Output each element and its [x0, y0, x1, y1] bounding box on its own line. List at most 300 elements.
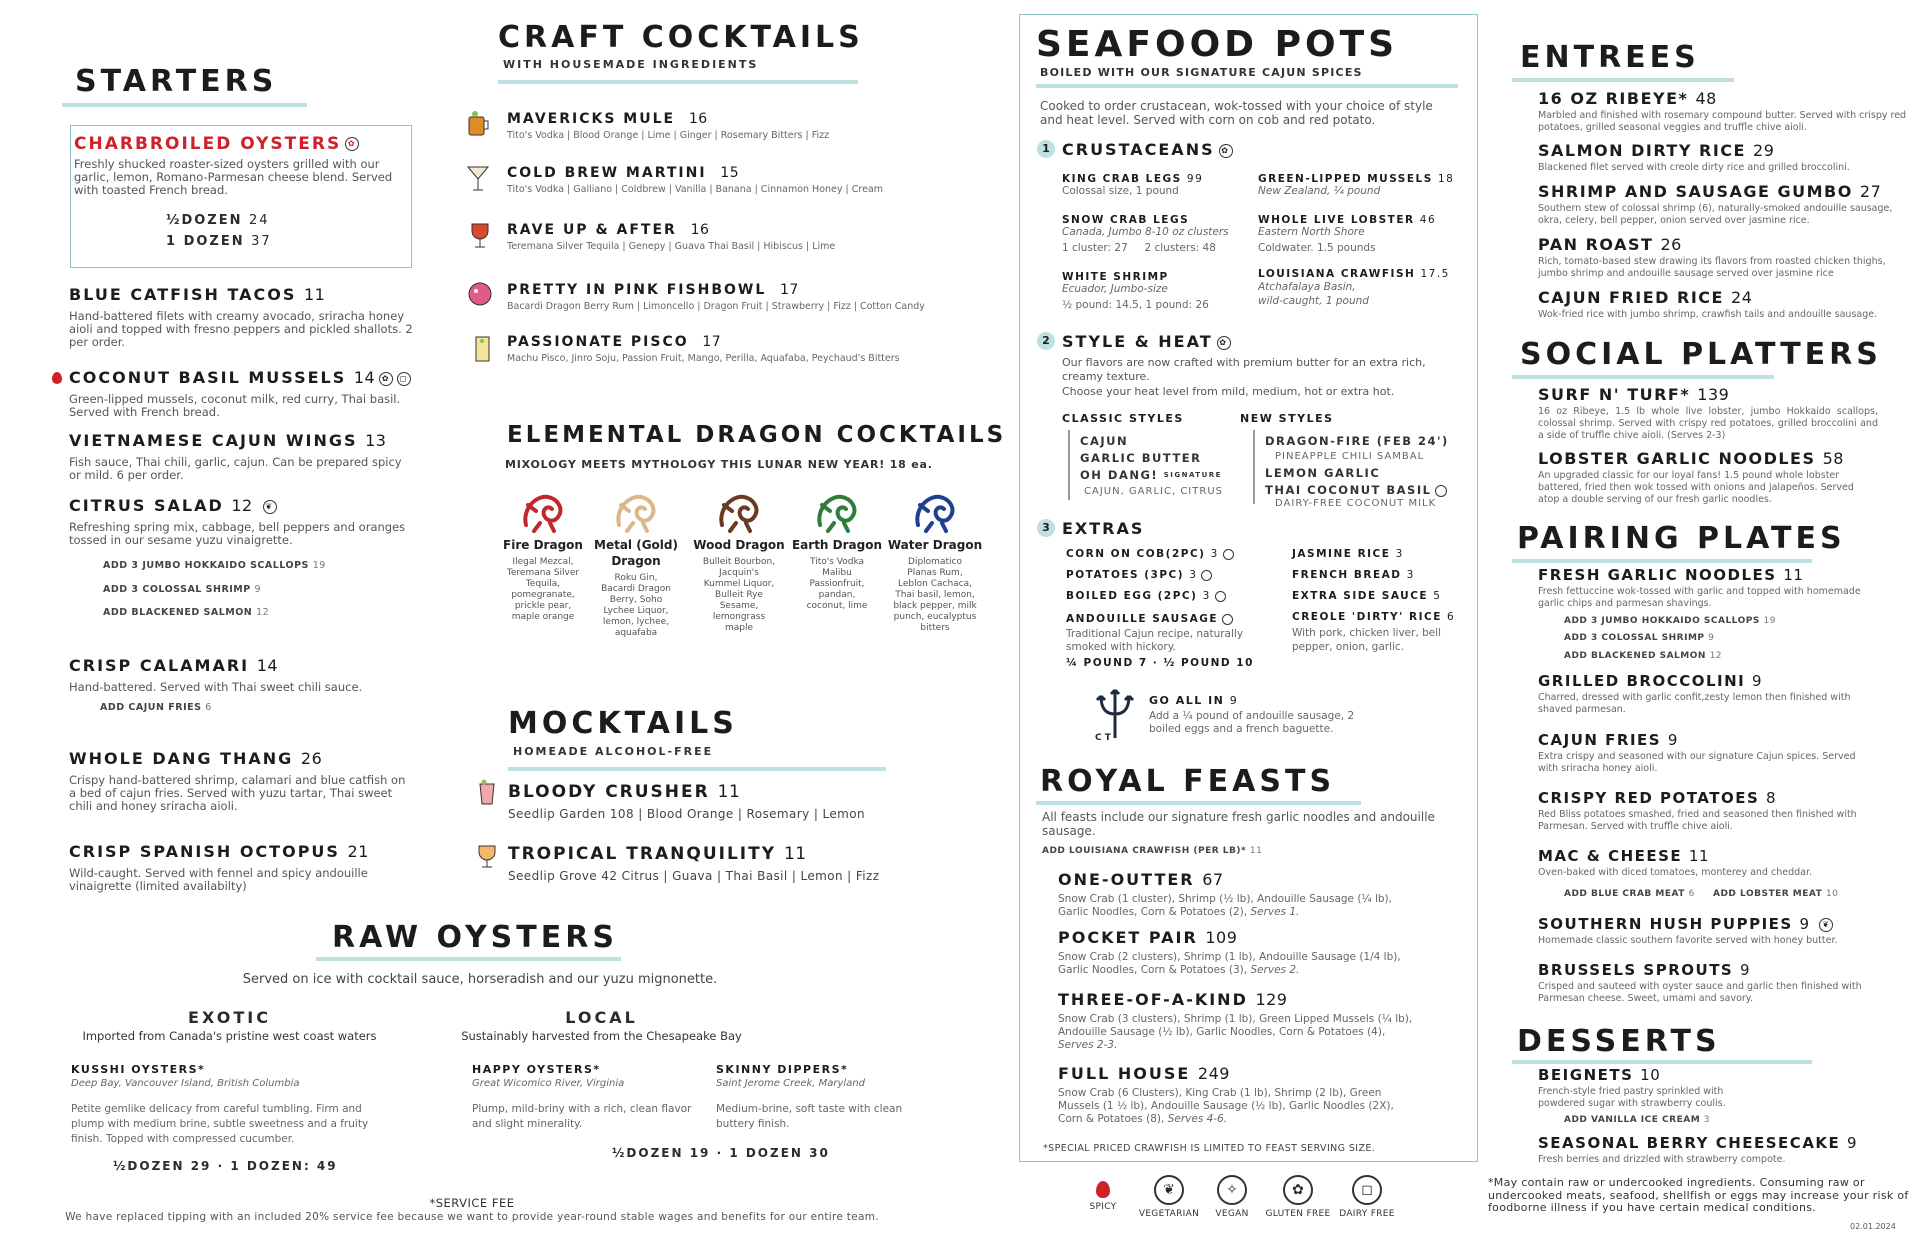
item-name: HAPPY OYSTERS*: [472, 1063, 601, 1076]
item-location: Deep Bay, Vancouver Island, British Columbia: [71, 1078, 300, 1089]
pots-subtitle: BOILED WITH OUR SIGNATURE CAJUN SPICES: [1040, 66, 1363, 79]
leaf-icon: ❦: [1154, 1175, 1184, 1205]
item-price: 8: [1766, 789, 1777, 807]
item-price: 139: [1697, 385, 1730, 404]
extra-item: BOILED EGG (2PC) 3: [1066, 590, 1226, 602]
feasts-addon: ADD LOUISIANA CRAWFISH (PER LB)* 11: [1042, 846, 1263, 856]
item-desc: Snow Crab (3 clusters), Shrimp (1 lb), Green Lipped Mussels (¼ lb), Andouille Sausage (½ lb), Garlic Noodles, Corn & Potatoes (4), Serves 2-3.: [1058, 1013, 1413, 1051]
item-price: 15: [720, 165, 740, 181]
item-name: PRETTY IN PINK FISHBOWL: [507, 282, 767, 298]
item-name: PAN ROAST: [1538, 235, 1654, 254]
pairing-item: [1538, 961, 1883, 1005]
dragon-item-earth: [787, 487, 887, 612]
starter-item: [69, 431, 414, 482]
raw-underline: [316, 957, 621, 961]
extra-item: POTATOES (3PC) 3: [1066, 569, 1212, 581]
item-price: 67: [1202, 870, 1224, 889]
oyster-item: [472, 1063, 697, 1132]
item-desc: Ecuador, Jumbo-size: [1062, 283, 1168, 295]
starter-item: [69, 656, 414, 694]
classic-title: CLASSIC STYLES: [1062, 412, 1184, 425]
mocktails-title: MOCKTAILS: [508, 706, 738, 741]
item-desc: Medium-brine, soft taste with clean buttery finish.: [716, 1103, 903, 1130]
mocktail-glass-icon: [474, 778, 500, 808]
extra-item: JASMINE RICE 3: [1292, 548, 1404, 560]
cocktail-item: [507, 111, 829, 142]
fishbowl-icon: [467, 278, 493, 308]
item-desc: Tito's Vodka | Blood Orange | Lime | Ginger | Rosemary Bitters | Fizz: [507, 130, 830, 141]
item-desc: Extra crispy and seasoned with our signature Cajun spices. Served with sriracha honey aioli.: [1538, 751, 1856, 774]
item-desc: Seedlip Grove 42 Citrus | Guava | Thai Basil | Lemon | Fizz: [508, 869, 880, 883]
starters-title: STARTERS: [75, 64, 278, 99]
divider: [1068, 430, 1070, 500]
fee-title: *SERVICE FEE: [429, 1196, 515, 1210]
step-2-badge: 2: [1037, 332, 1055, 350]
starters-underline: [62, 103, 307, 107]
social-underline: [1512, 375, 1774, 379]
item-name: POCKET PAIR: [1058, 928, 1198, 947]
feast-item: [1058, 928, 1418, 977]
starter-item: [69, 842, 414, 893]
pairing-underline: [1512, 559, 1812, 563]
item-name: RAVE UP & AFTER: [507, 222, 677, 238]
pairing-item: [1538, 672, 1878, 716]
entree-item: [1538, 182, 1908, 227]
item-desc: An upgraded classic for our loyal fans! 1.5 pound whole lobster battered, fried then wok tossed with onions and jalapeños. Served atop a double serving of our fresh garlic noodles.: [1538, 470, 1854, 505]
chili-icon: [1096, 1181, 1110, 1198]
item-name: KUSSHI OYSTERS*: [71, 1063, 206, 1076]
addon: ADD 3 JUMBO HOKKAIDO SCALLOPS 19: [103, 560, 326, 571]
item-name: FRESH GARLIC NOODLES: [1538, 566, 1777, 584]
item-name: MAVERICKS MULE: [507, 111, 676, 127]
item-desc: Atchafalaya Basin,: [1258, 281, 1356, 293]
addon: ADD 3 JUMBO HOKKAIDO SCALLOPS 19: [1564, 616, 1776, 626]
feast-item: [1058, 1064, 1418, 1126]
item-name: CRISPY RED POTATOES: [1538, 789, 1760, 807]
item-desc: Tito's Vodka | Galliano | Coldbrew | Vanilla | Banana | Cinnamon Honey | Cream: [507, 184, 883, 195]
new-style-3-note: DAIRY-FREE COCONUT MILK: [1275, 498, 1437, 509]
vegan-icon: ❦: [263, 500, 277, 514]
charbroiled-half: ½DOZEN 24: [166, 213, 270, 228]
exotic-price: ½DOZEN 29 · 1 DOZEN: 49: [113, 1159, 338, 1173]
heat-desc: Choose your heat level from mild, medium, hot or extra hot.: [1062, 385, 1395, 398]
item-desc: Teremana Silver Tequila | Genepy | Guava Thai Basil | Hibiscus | Lime: [507, 241, 836, 252]
item-location: Saint Jerome Creek, Maryland: [716, 1078, 866, 1089]
dragon-icon: [812, 487, 862, 533]
cocktail-item: [507, 222, 835, 253]
item-price: 9: [1847, 1134, 1858, 1152]
disclaimer: *May contain raw or undercooked ingredients. Consuming raw or undercooked meats, seafood, shellfish or eggs may increase your risk of foodborne illness if you have certain medical conditions.: [1488, 1176, 1909, 1214]
local-title: LOCAL: [565, 1008, 638, 1027]
dragon-item-water: [885, 487, 985, 634]
dragon-item-wood: [689, 487, 789, 634]
trident-logo-icon: [1093, 686, 1137, 742]
pairing-title: PAIRING PLATES: [1517, 521, 1846, 556]
item-price: 9: [1752, 672, 1763, 690]
item-name: LOBSTER GARLIC NOODLES: [1538, 449, 1816, 468]
item-name: TROPICAL TRANQUILITY: [508, 844, 777, 864]
item-desc: Plump, mild-briny with a rich, clean flavor and slight minerality.: [472, 1103, 692, 1130]
step-3-title: EXTRAS: [1062, 519, 1145, 538]
starter-item: [69, 368, 414, 419]
dragon-item-metal: [586, 487, 686, 639]
cocktail-item: [507, 334, 900, 365]
mocktail-item: [508, 844, 879, 883]
vegetarian-icon: ❦: [1819, 918, 1833, 932]
item-name: SOUTHERN HUSH PUPPIES: [1538, 915, 1793, 933]
mule-mug-icon: [465, 108, 491, 138]
mocktails-subtitle: HOMEADE ALCOHOL-FREE: [513, 745, 714, 758]
gluten-free-icon: ✿: [345, 137, 359, 151]
wine-glass-icon: [467, 220, 493, 250]
new-style-3: THAI COCONUT BASIL: [1265, 483, 1447, 497]
new-style-2: LEMON GARLIC: [1265, 466, 1381, 480]
exotic-header: [62, 1008, 397, 1043]
starter-item: [69, 285, 414, 349]
raw-title: RAW OYSTERS: [332, 920, 618, 955]
legend-label: DAIRY FREE: [1339, 1209, 1395, 1219]
dessert-item: [1538, 1066, 1883, 1110]
goall-desc: Add a ¼ pound of andouille sausage, 2 boiled eggs and a french baguette.: [1149, 710, 1355, 735]
social-item: [1538, 449, 1878, 506]
item-price: 9: [1799, 915, 1810, 933]
item-desc: Eastern North Shore: [1258, 226, 1365, 238]
gluten-free-icon: ✿: [1217, 336, 1231, 350]
item-price: 249: [1197, 1064, 1230, 1083]
item-price: 109: [1205, 928, 1238, 947]
andouille-desc: Traditional Cajun recipe, naturally smoked with hickory.: [1066, 628, 1244, 653]
item-price: 12: [231, 496, 253, 515]
classic-note: CAJUN, GARLIC, CITRUS: [1084, 486, 1223, 497]
dragon-name: Earth Dragon: [791, 538, 883, 552]
style-oh-dang: OH DANG! SIGNATURE: [1080, 468, 1222, 482]
cocktail-item: [507, 282, 925, 313]
gluten-free-icon: ✿: [1219, 144, 1233, 158]
gluten-free-icon: [1201, 570, 1212, 581]
item-desc: Wok-fried rice with jumbo shrimp, crawfish tails and andouille sausage.: [1538, 309, 1878, 320]
addon: ADD BLACKENED SALMON 12: [1564, 651, 1723, 661]
item-name: CITRUS SALAD: [69, 496, 224, 515]
item-name: SHRIMP AND SAUSAGE GUMBO: [1538, 182, 1853, 201]
item-price: 9: [1667, 731, 1678, 749]
item-price: 11: [1688, 847, 1710, 865]
item-price: 16: [688, 111, 708, 127]
new-style-1: DRAGON-FIRE (FEB 24'): [1265, 434, 1449, 448]
legend-dairy-free: [1332, 1175, 1402, 1219]
item-desc: Red Bliss potatoes smashed, fried and seasoned then finished with Parmesan. Served with truffle chive aioli.: [1538, 809, 1857, 832]
menu-date: 02.01.2024: [1850, 1222, 1896, 1231]
item-name: CAJUN FRIED RICE: [1538, 288, 1724, 307]
legend-label: GLUTEN FREE: [1265, 1209, 1331, 1219]
item-name: CAJUN FRIES: [1538, 731, 1662, 749]
exotic-title: EXOTIC: [188, 1008, 271, 1027]
social-item: [1538, 385, 1878, 442]
exotic-sub: Imported from Canada's pristine west coast waters: [82, 1029, 377, 1043]
item-name: BEIGNETS: [1538, 1066, 1634, 1084]
item-name: FULL HOUSE: [1058, 1064, 1191, 1083]
svg-text:C T: C T: [1095, 733, 1111, 742]
dragon-item-fire: [493, 487, 593, 623]
item-name: VIETNAMESE CAJUN WINGS: [69, 431, 358, 450]
cocktails-subtitle: WITH HOUSEMADE INGREDIENTS: [503, 58, 759, 71]
mocktail-glass-icon: [474, 840, 500, 870]
item-name: SKINNY DIPPERS*: [716, 1063, 849, 1076]
item-price: 14: [256, 656, 279, 675]
addon: ADD VANILLA ICE CREAM 3: [1564, 1115, 1711, 1125]
item-location: Great Wicomico River, Virginia: [472, 1078, 625, 1089]
item-desc: Refreshing spring mix, cabbage, bell peppers and oranges tossed in our sesame yuzu vinaigrette.: [69, 520, 406, 547]
item-price: 11: [303, 285, 326, 304]
item-price: 58: [1822, 449, 1844, 468]
dragon-name: Metal (Gold) Dragon: [594, 538, 678, 568]
item-name: CRISP SPANISH OCTOPUS: [69, 842, 340, 861]
entrees-underline: [1512, 78, 1734, 82]
item-price: 26: [300, 749, 323, 768]
local-price: ½DOZEN 19 · 1 DOZEN 30: [612, 1146, 830, 1160]
addon: ADD LOBSTER MEAT 10: [1713, 889, 1839, 899]
item-desc: Coldwater. 1.5 pounds: [1258, 242, 1376, 254]
item-desc: Homemade classic southern favorite served with honey butter.: [1538, 935, 1838, 946]
feasts-underline: [1036, 801, 1361, 805]
highball-glass-icon: [470, 333, 496, 363]
item-desc: Marbled and finished with rosemary compound butter. Served with crispy red potatoes, grilled seasonal veggies and truffle chive aioli.: [1538, 110, 1907, 133]
item-name: SURF N' TURF*: [1538, 385, 1691, 404]
item-name: BLOODY CRUSHER: [508, 782, 710, 802]
pairing-item: [1538, 566, 1878, 610]
charbroiled-dozen: 1 DOZEN 37: [166, 234, 272, 249]
classic-list: [1080, 433, 1222, 484]
gluten-free-icon: [1223, 549, 1234, 560]
item-desc: Machu Pisco, Jinro Soju, Passion Fruit, Mango, Perilla, Aquafaba, Peychaud's Bitters: [507, 353, 900, 364]
item-desc: Blackened filet served with creole dirty rice and grilled broccolini.: [1538, 162, 1850, 173]
item-name: COLD BREW MARTINI: [507, 165, 707, 181]
pairing-item: [1538, 731, 1878, 775]
extra-item: EXTRA SIDE SAUCE 5: [1292, 590, 1442, 602]
dragon-ingredients: Bulleit Bourbon, Jacquin's Kummel Liquor, Bulleit Rye Sesame, lemongrass maple: [702, 557, 776, 633]
item-name: ONE-OUTTER: [1058, 870, 1195, 889]
pots-underline: [1036, 84, 1458, 88]
dragon-ingredients: Ilegal Mezcal, Teremana Silver Tequila, pomegranate, prickle pear, maple orange: [506, 557, 580, 622]
legend-label: VEGAN: [1215, 1209, 1249, 1219]
desserts-title: DESSERTS: [1517, 1024, 1721, 1059]
vegan-leaf-icon: ✧: [1217, 1175, 1247, 1205]
raw-subtitle: Served on ice with cocktail sauce, horseradish and our yuzu mignonette.: [242, 972, 718, 987]
dragon-ingredients: Diplomatico Planas Rum, Leblon Cachaca, Thai basil, lemon, black pepper, milk punch, eucalyptus bitters: [893, 557, 977, 633]
dragon-ingredients: Roku Gin, Bacardi Dragon Berry, Soho Lychee Liquor, lemon, lychee, aquafaba: [601, 573, 671, 638]
item-price: 10: [1640, 1066, 1661, 1084]
pots-title: SEAFOOD POTS: [1036, 24, 1399, 65]
item-desc: Fish sauce, Thai chili, garlic, cajun. Can be prepared spicy or mild. 6 per order.: [69, 455, 402, 482]
creole-title: CREOLE 'DIRTY' RICE 6: [1292, 611, 1456, 623]
legend-spicy: [1068, 1175, 1138, 1212]
item-name: CRISP CALAMARI: [69, 656, 250, 675]
item-price: 17: [702, 334, 722, 350]
item-price: 17: [780, 282, 799, 298]
item-price: 11: [1783, 566, 1804, 584]
crustacean-item: KING CRAB LEGS 99 Colossal size, 1 pound: [1062, 173, 1252, 198]
pots-intro: Cooked to order crustacean, wok-tossed with your choice of style and heat level. Served with corn on cob and red potato.: [1040, 99, 1433, 127]
item-price: ½ pound: 14.5, 1 pound: 26: [1062, 299, 1209, 311]
item-price: 24: [1731, 288, 1753, 307]
wheat-icon: ✿: [1283, 1175, 1313, 1205]
dragon-ingredients: Tito's Vodka Malibu Passionfruit, pandan, coconut, lime: [806, 557, 868, 611]
local-header: [434, 1008, 769, 1043]
dragon-subtitle: MIXOLOGY MEETS MYTHOLOGY THIS LUNAR NEW YEAR! 18 ea.: [505, 458, 933, 471]
item-desc: Petite gemlike delicacy from careful tumbling. Firm and plump with medium brine, subtle sweetness and a fruity finish. Topped with compressed cucumber.: [71, 1103, 369, 1145]
chili-icon: [52, 372, 62, 384]
item-desc: Canada, Jumbo 8-10 oz clusters: [1062, 226, 1229, 238]
extra-item: CORN ON COB(2PC) 3: [1066, 548, 1234, 560]
item-name: MAC & CHEESE: [1538, 847, 1683, 865]
legend-vegetarian: [1134, 1175, 1204, 1219]
legend-label: VEGETARIAN: [1138, 1209, 1200, 1219]
entree-item: [1538, 89, 1908, 134]
item-desc: Southern stew of colossal shrimp (6), naturally-smoked andouille sausage, okra, celery, bell pepper, onion served over jasmine rice.: [1538, 203, 1893, 226]
oyster-item: [71, 1063, 391, 1147]
style-desc: Our flavors are now crafted with premium butter for an extra rich, creamy texture.: [1062, 356, 1426, 383]
item-desc: Oven-baked with diced tomatoes, monterey and cheddar.: [1538, 867, 1813, 878]
entree-item: [1538, 288, 1913, 321]
gluten-free-icon: [1215, 591, 1226, 602]
pairing-item: [1538, 789, 1878, 833]
extra-item: FRENCH BREAD 3: [1292, 569, 1415, 581]
item-desc: New Zealand, ¼ pound: [1258, 185, 1381, 197]
item-desc: Hand-battered filets with creamy avocado, sriracha honey aioli and topped with fresno peppers and pickled shallots. 2 per order.: [69, 309, 413, 349]
new-title: NEW STYLES: [1240, 412, 1334, 425]
legend-gluten-free: [1263, 1175, 1333, 1219]
crustacean-item: GREEN-LIPPED MUSSELS 18 New Zealand, ¼ pound: [1258, 173, 1468, 198]
item-desc: Crisped and sauteed with oyster sauce and garlic then finished with Parmesan cheese. Sweet, umami and savory.: [1538, 981, 1862, 1004]
legend-vegan: [1197, 1175, 1267, 1219]
new-style-1-note: PINEAPPLE CHILI SAMBAL: [1275, 451, 1425, 462]
dragon-name: Water Dragon: [887, 538, 983, 552]
item-name: GRILLED BROCCOLINI: [1538, 672, 1746, 690]
local-sub: Sustainably harvested from the Chesapeake Bay: [461, 1029, 742, 1043]
goall-title: GO ALL IN 9: [1149, 694, 1239, 707]
social-title: SOCIAL PLATTERS: [1520, 337, 1882, 372]
item-desc: Bacardi Dragon Berry Rum | Limoncello | Dragon Fruit | Strawberry | Fizz | Cotton Candy: [507, 301, 925, 312]
item-name: BLUE CATFISH TACOS: [69, 285, 297, 304]
dragon-icon: [910, 487, 960, 533]
oyster-item: [716, 1063, 936, 1132]
item-desc: Colossal size, 1 pound: [1062, 185, 1179, 197]
item-price: 48: [1695, 89, 1717, 108]
addon: ADD 3 COLOSSAL SHRIMP 9: [1564, 633, 1715, 643]
dragon-title: ELEMENTAL DRAGON COCKTAILS: [507, 422, 1007, 448]
style-garlic-butter: GARLIC BUTTER: [1080, 451, 1202, 465]
item-price: 13: [365, 431, 387, 450]
feasts-intro: All feasts include our signature fresh garlic noodles and andouille sausage.: [1042, 810, 1435, 838]
item-name: 16 OZ RIBEYE*: [1538, 89, 1689, 108]
entree-item: [1538, 141, 1908, 174]
dragon-name: Wood Dragon: [693, 538, 785, 552]
creole-desc: With pork, chicken liver, bell pepper, onion, garlic.: [1292, 627, 1442, 653]
dragon-name: Fire Dragon: [503, 538, 583, 552]
item-desc: Wild-caught. Served with fennel and spicy andouille vinaigrette (limited availabilty): [69, 866, 368, 893]
item-price: 14: [353, 368, 376, 387]
item-price: 21: [347, 842, 369, 861]
step-3-badge: 3: [1037, 519, 1055, 537]
starter-item: [69, 496, 414, 547]
gluten-free-icon: [1222, 614, 1233, 625]
step-1-badge: 1: [1037, 140, 1055, 158]
item-name: PASSIONATE PISCO: [507, 334, 689, 350]
desserts-underline: [1512, 1060, 1812, 1064]
milk-icon: ◻: [1352, 1175, 1382, 1205]
vegan-icon: [1435, 485, 1447, 497]
addon: ADD BLACKENED SALMON 12: [103, 607, 270, 618]
item-desc: Hand-battered. Served with Thai sweet chili sauce.: [69, 680, 363, 694]
pairing-item: [1538, 915, 1883, 947]
martini-glass-icon: [465, 163, 491, 193]
item-desc: 16 oz Ribeye, 1.5 lb whole live lobster, jumbo Hokkaido scallops, colossal shrimp. Served with crispy red potatoes, grilled broccolini and a side of truffle chive aioli. (Serves 2-3): [1538, 406, 1878, 441]
item-desc: Snow Crab (1 cluster), Shrimp (½ lb), Andouille Sausage (¼ lb), Garlic Noodles, Corn & Potatoes (2), Serves 1.: [1058, 893, 1392, 918]
item-desc: Seedlip Garden 108 | Blood Orange | Rosemary | Lemon: [508, 807, 865, 821]
item-price: 11: [783, 844, 807, 864]
divider: [1253, 430, 1255, 504]
charbroiled-desc: Freshly shucked roaster-sized oysters grilled with our garlic, lemon, Romano-Parmesan cheese blend. Served with toasted French bread.: [74, 157, 393, 197]
item-name: THREE-OF-A-KIND: [1058, 990, 1248, 1009]
dragon-icon: [611, 487, 661, 533]
item-desc: Rich, tomato-based stew drawing its flavors from roasted chicken thighs, jumbo shrimp and andouille sausage served over jasmine rice: [1538, 256, 1886, 279]
entree-item: [1538, 235, 1908, 280]
item-price: 29: [1753, 141, 1775, 160]
starter-item: [69, 749, 414, 813]
item-desc: Fresh fettuccine wok-tossed with garlic and topped with homemade garlic chips and parmesan shavings.: [1538, 586, 1861, 609]
item-price: 9: [1739, 961, 1751, 979]
item-price: 11: [717, 782, 741, 802]
crustacean-item: WHITE SHRIMP Ecuador, Jumbo-size ½ pound: 14.5, 1 pound: 26: [1062, 271, 1252, 312]
andouille-price: ¼ POUND 7 · ½ POUND 10: [1066, 657, 1254, 669]
entrees-title: ENTREES: [1520, 40, 1700, 75]
item-name: SALMON DIRTY RICE: [1538, 141, 1746, 160]
item-desc: Crispy hand-battered shrimp, calamari and blue catfish on a bed of cajun fries. Served with yuzu tartar, Thai sweet chili and honey sriracha aioli.: [69, 773, 406, 813]
item-price: 16: [690, 222, 710, 238]
item-desc: Charred, dressed with garlic confit,zesty lemon then finished with shaved parmesan.: [1538, 692, 1851, 715]
feast-item: [1058, 870, 1418, 919]
item-desc: French-style fried pastry sprinkled with powdered sugar with strawberry coulis.: [1538, 1086, 1726, 1109]
cocktail-item: [507, 165, 883, 196]
addon: ADD 3 COLOSSAL SHRIMP 9: [103, 584, 262, 595]
cocktails-title: CRAFT COCKTAILS: [498, 20, 864, 55]
item-price: 26: [1660, 235, 1682, 254]
charbroiled-title: CHARBROILED OYSTERS ✿: [74, 134, 359, 154]
mocktail-item: [508, 782, 865, 821]
item-name: BRUSSELS SPROUTS: [1538, 961, 1734, 979]
item-desc: Snow Crab (6 Clusters), King Crab (1 lb), Shrimp (2 lb), Green Mussels (1 ½ lb), Andouille Sausage (½ lb), Garlic Noodles (2X), Corn & Potatoes (8), Serves 4-6.: [1058, 1087, 1394, 1125]
fee-desc: We have replaced tipping with an included 20% service fee because we want to provide year-round stable wages and benefits for our entire team.: [65, 1211, 879, 1223]
addon: ADD CAJUN FRIES 6: [100, 702, 212, 713]
crustacean-item: WHOLE LIVE LOBSTER 46 Eastern North Shore Coldwater. 1.5 pounds: [1258, 214, 1468, 255]
item-desc: Snow Crab (2 clusters), Shrimp (1 lb), Andouille Sausage (1/4 lb), Garlic Noodles, Corn & Potatoes (3), Serves 2.: [1058, 951, 1401, 976]
andouille-title: ANDOUILLE SAUSAGE: [1066, 613, 1233, 625]
crustacean-item: LOUISIANA CRAWFISH 17.5 Atchafalaya Basin, wild-caught, 1 pound: [1258, 268, 1468, 308]
dairy-free-icon: ◻: [397, 372, 411, 386]
dessert-item: [1538, 1134, 1883, 1166]
item-price: 27: [1859, 182, 1882, 201]
step-1-title: CRUSTACEANS ✿: [1062, 140, 1233, 159]
addon: ADD BLUE CRAB MEAT 6: [1564, 889, 1695, 899]
item-desc: Fresh berries and drizzled with strawberry compote.: [1538, 1154, 1786, 1165]
pairing-item: [1538, 847, 1878, 879]
item-desc: Green-lipped mussels, coconut milk, red curry, Thai basil. Served with French bread.: [69, 392, 401, 419]
item-name: WHOLE DANG THANG: [69, 749, 294, 768]
item-price: 1 cluster: 27 2 clusters: 48: [1062, 242, 1216, 254]
mocktails-underline: [508, 767, 886, 771]
feasts-note: *SPECIAL PRICED CRAWFISH IS LIMITED TO FEAST SERVING SIZE.: [1043, 1143, 1376, 1154]
item-desc: wild-caught, 1 pound: [1258, 295, 1369, 307]
crustacean-item: SNOW CRAB LEGS Canada, Jumbo 8-10 oz clusters 1 cluster: 27 2 clusters: 48: [1062, 214, 1252, 255]
